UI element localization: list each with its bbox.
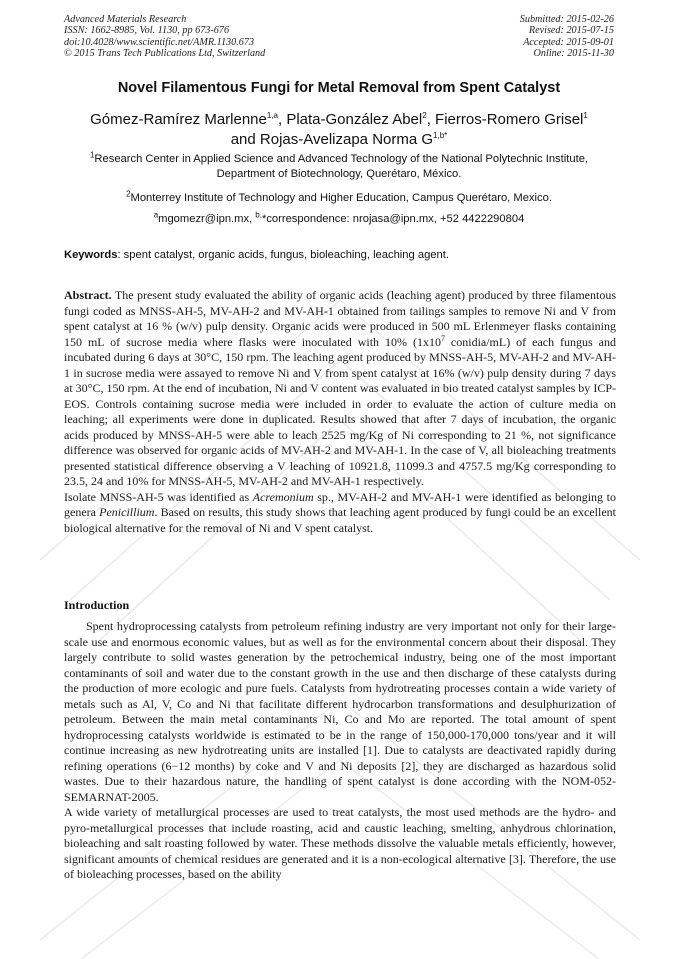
- affiliation-superscript: 2: [126, 189, 131, 199]
- affiliation-text: Research Center in Applied Science and Advanced Technology of the National Polytechnic Institute, Department of Biotechnology, Querétaro, México.: [94, 153, 589, 180]
- paper-title: Novel Filamentous Fungi for Metal Removal from Spent Catalyst: [117, 80, 561, 96]
- email-text: mgomezr@ipn.mx,: [158, 213, 256, 225]
- submission-dates: [520, 14, 614, 59]
- journal-doi: doi:10.4028/www.scientific.net/AMR.1130.673: [64, 36, 255, 48]
- keywords-label: Keywords: [64, 249, 118, 261]
- author-name: , Fierros-Romero Grisel: [426, 111, 584, 128]
- author-name: and Rojas-Avelizapa Norma G: [230, 131, 434, 148]
- affiliation-text: Monterrey Institute of Technology and Higher Education, Campus Querétaro, Mexico.: [130, 192, 552, 204]
- author-superscript: 1,a: [266, 111, 278, 120]
- keywords-text: : spent catalyst, organic acids, fungus, bioleaching, leaching agent.: [117, 249, 449, 261]
- contact-emails: [0, 210, 678, 225]
- section-heading: Introduction: [64, 598, 130, 612]
- journal-name: Advanced Materials Research: [64, 14, 187, 25]
- abstract-paragraph: [64, 490, 616, 537]
- affiliation-1: [60, 152, 618, 182]
- author-name: Gómez-Ramírez Marlenne: [90, 111, 267, 128]
- author-name: , Plata-González Abel: [277, 111, 423, 128]
- abstract-label: Abstract.: [64, 288, 112, 302]
- journal-issn: ISSN: 1662-8985, Vol. 1130, pp 673-676: [64, 25, 230, 37]
- journal-copyright: © 2015 Trans Tech Publications Ltd, Switzerland: [64, 47, 266, 59]
- introduction: [64, 619, 616, 883]
- intro-paragraph: Spent hydroprocessing catalysts from petroleum refining industry are very important not only for their large-scale use and enormous economic values, but as well as for the environmental concern about their disposal. They largely contribute to solid wastes generation by the petrochemical industry, being one of the most important contaminants of soil and water due to the constant growth in the use and then discharge of these catalysts during the production of more ecologic and pure fuels. Catalysts from hydrotreating processes contain a wide variety of metals such as Al, V, Co and Ni that facilitate different hydrocarbon transformations and desulphurization of petroleum. Between the main metal contaminants Ni, Co and Mo are reported. The total amount of spent hydroprocessing catalysts worldwide is estimated to be in the range of 150,000-170,000 tons/year and it will continue increasing as new hydrotreating units are installed [1]. Due to catalysts are deactivated rapidly during refining operations (6−12 months) by coke and V and Ni deposits [2], they are discharged as hazardous solid wastes. Due to their hazardous nature, the handling of spent catalyst is done according with the NOM-052-SEMARNAT-2005.: [64, 619, 616, 804]
- author-superscript: 2: [422, 111, 427, 120]
- abstract-text: The present study evaluated the ability of organic acids (leaching agent) produced by three filamentous fungi coded as MNSS-AH-5, MV-AH-2 and MV-AH-1 obtained from tailings samples to remove Ni and V from spent catalyst at 16 % (w/v) pulp density. Organic acids were produced in 500 mL Erlenmeyer flasks containing 150 mL of sucrose media where flasks were inoculated with 10% (1x10: [64, 288, 616, 349]
- abstract-text: conidia/mL) of each fungus and incubated during 6 days at 30°C, 150 rpm. The leaching agent produced by MNSS-AH-5, MV-AH-2 and MV-AH-1 in sucrose media were assayed to remove Ni and V from spent catalyst at 16% (w/v) pulp density during 7 days at 30°C, 150 rpm. At the end of incubation, Ni and V content was evaluated in bio treated catalyst samples by ICP-EOS. Controls containing sucrose media were included in order to evaluate the action of culture media on leaching; all experiments were done in duplicated. Results showed that after 7 days of incubation, the organic acids produced by MNSS-AH-5 were able to leach 2525 mg/Kg of Ni corresponding to 21 %, not significance difference was observed for organic acids of MV-AH-2 and MV-AH-1. In the case of V, all bioleaching treatments presented statistical difference observing a V leaching of 10921.8, 11099.3 and 4757.5 mg/Kg corresponding to 23.5, 24 and 10% for MNSS-AH-5, MV-AH-2 and MV-AH-1 respectively.: [64, 334, 616, 488]
- date-revised: Revised: 2015-07-15: [528, 25, 614, 37]
- email-text: *correspondence: nrojasa@ipn.mx, +52 4422290804: [261, 213, 525, 225]
- genus-name: Penicillium: [99, 505, 155, 519]
- email-superscript: a: [153, 210, 159, 220]
- keywords: [64, 249, 616, 261]
- abstract-text: . Based on results, this study shows that leaching agent produced by fungi could be an excellent biological alternative for the removal of Ni and V spent catalyst.: [64, 505, 616, 535]
- intro-paragraph: A wide variety of metallurgical processes are used to treat catalysts, the most used methods are the hydro- and pyro-metallurgical processes that include roasting, acid and caustic leaching, smelting, anhydrous chlorination, bioleaching and salt roasting followed by water. These methods dissolve the valuable metals efficiently, however, significant amounts of chemical residues are generated and it is a non-ecological alternative [3]. Therefore, the use of bioleaching processes, based on the ability: [64, 805, 616, 881]
- journal-info: [64, 14, 265, 59]
- date-submitted: Submitted: 2015-02-26: [519, 14, 614, 25]
- abstract-text: Isolate MNSS-AH-5 was identified as: [64, 489, 253, 504]
- exponent: 7: [440, 333, 445, 343]
- author-superscript: 1,b*: [433, 131, 448, 140]
- abstract-paragraph: [64, 288, 616, 490]
- author-list: [40, 110, 638, 150]
- author-superscript: 1: [583, 111, 588, 120]
- date-accepted: Accepted: 2015-09-01: [523, 36, 614, 48]
- affiliation-2: [60, 191, 618, 206]
- date-online: Online: 2015-11-30: [533, 47, 614, 59]
- email-superscript: b,: [255, 210, 262, 220]
- abstract-text: sp., MV-AH-2 and MV-AH-1 were identified as belonging to genera: [64, 489, 616, 519]
- genus-name: Acremonium: [252, 489, 314, 504]
- abstract: [64, 288, 616, 536]
- affiliation-superscript: 1: [89, 150, 95, 160]
